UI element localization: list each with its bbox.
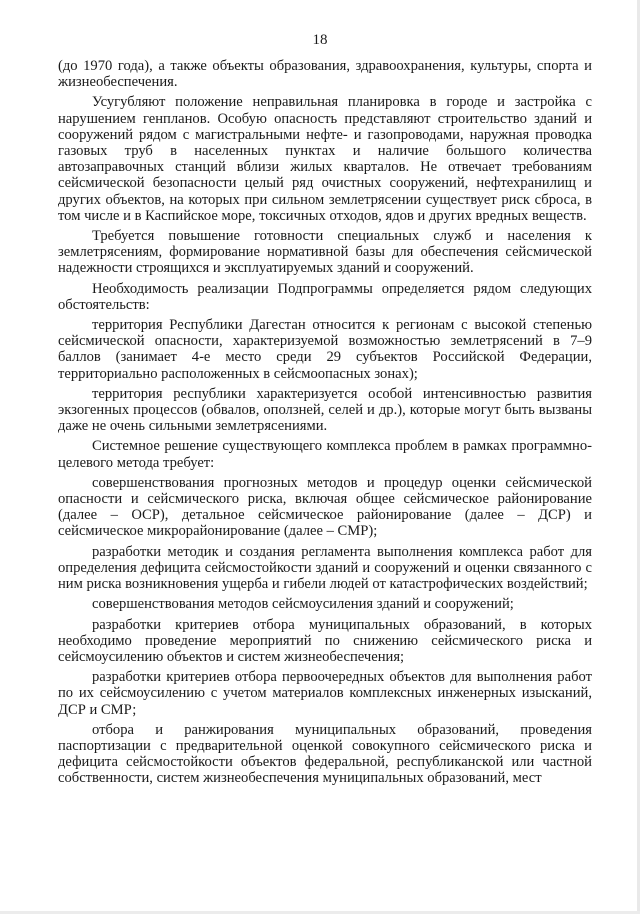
document-body bbox=[58, 58, 592, 791]
list-item-methodology: разработки методик и создания регламента выполнения комплекса работ для определения дефицита сейсмостойкости зданий и сооружений и оценки связанного с ним риска возникновения ущерба и гибели людей от катастрофических воздействий; bbox=[58, 543, 592, 593]
paragraph-system-solution: Системное решение существующего комплекса проблем в рамках программно-целевого метода требует: bbox=[58, 438, 592, 471]
paragraph-planning: Усугубляют положение неправильная планировка в городе и застройка с нарушением генпланов. Особую опасность представляют строительство зданий и сооружений рядом с магистральными нефте- и газопроводами, наружная проводка газовых труб в населенных пунктах и наличие большого количества автозаправочных станций вблизи жилых кварталов. Не отвечает требованиям сейсмической безопасности целый ряд очистных сооружений, нефтехранилищ и других объектов, на которых при сильном землетрясении существует риск сброса, в том числе и в Каспийское море, токсичных отходов, ядов и других вредных веществ. bbox=[58, 94, 592, 224]
page-number: 18 bbox=[312, 32, 328, 48]
paragraph-continuation: (до 1970 года), а также объекты образования, здравоохранения, культуры, спорта и жизнеобеспечения. bbox=[58, 58, 592, 91]
list-item-reinforcement: совершенствования методов сейсмоусиления зданий и сооружений; bbox=[92, 596, 514, 613]
paragraph-readiness: Требуется повышение готовности специальных служб и населения к землетрясениям, формирование нормативной базы для обеспечения сейсмической надежности строящихся и эксплуатируемых зданий и сооружений. bbox=[58, 228, 592, 277]
list-item-ranking: отбора и ранжирования муниципальных образований, проведения паспортизации с предварительной оценкой совокупного сейсмического риска и дефицита сейсмостойкости объектов федеральной, республиканской или частной собственности, систем жизнеобеспечения муниципальных образований, мест bbox=[58, 721, 592, 787]
list-item-exogenous: территория республики характеризуется особой интенсивностью развития экзогенных процессов (обвалов, оползней, селей и др.), которые могут быть вызваны даже не очень сильными землетрясениями. bbox=[58, 385, 592, 435]
list-item-seismic-danger: территория Республики Дагестан относится к регионам с высокой степенью сейсмической опасности, характеризуемой возможностью землетрясений в 7–9 баллов (занимает 4-е место среди 29 субъектов Российской Федерации, территориально расположенных в сейсмоопасных зонах); bbox=[58, 317, 592, 382]
paragraph-necessity: Необходимость реализации Подпрограммы определяется рядом следующих обстоятельств: bbox=[58, 280, 592, 313]
list-item-forecast-methods: совершенствования прогнозных методов и процедур оценки сейсмической опасности и сейсмического риска, включая общее сейсмическое районирование (далее – ОСР), детальное сейсмическое районирование (далее – ДСР) и сейсмическое микрорайонирование (далее – СМР); bbox=[58, 474, 592, 540]
list-item-municipal-criteria: разработки критериев отбора муниципальных образований, в которых необходимо проведение мероприятий по снижению сейсмического риска и сейсмоусилению объектов и систем жизнеобеспечения; bbox=[58, 616, 592, 665]
list-item-priority-objects: разработки критериев отбора первоочередных объектов для выполнения работ по их сейсмоусилению с учетом материалов комплексных инженерных изысканий, ДСР и СМР; bbox=[58, 669, 592, 718]
